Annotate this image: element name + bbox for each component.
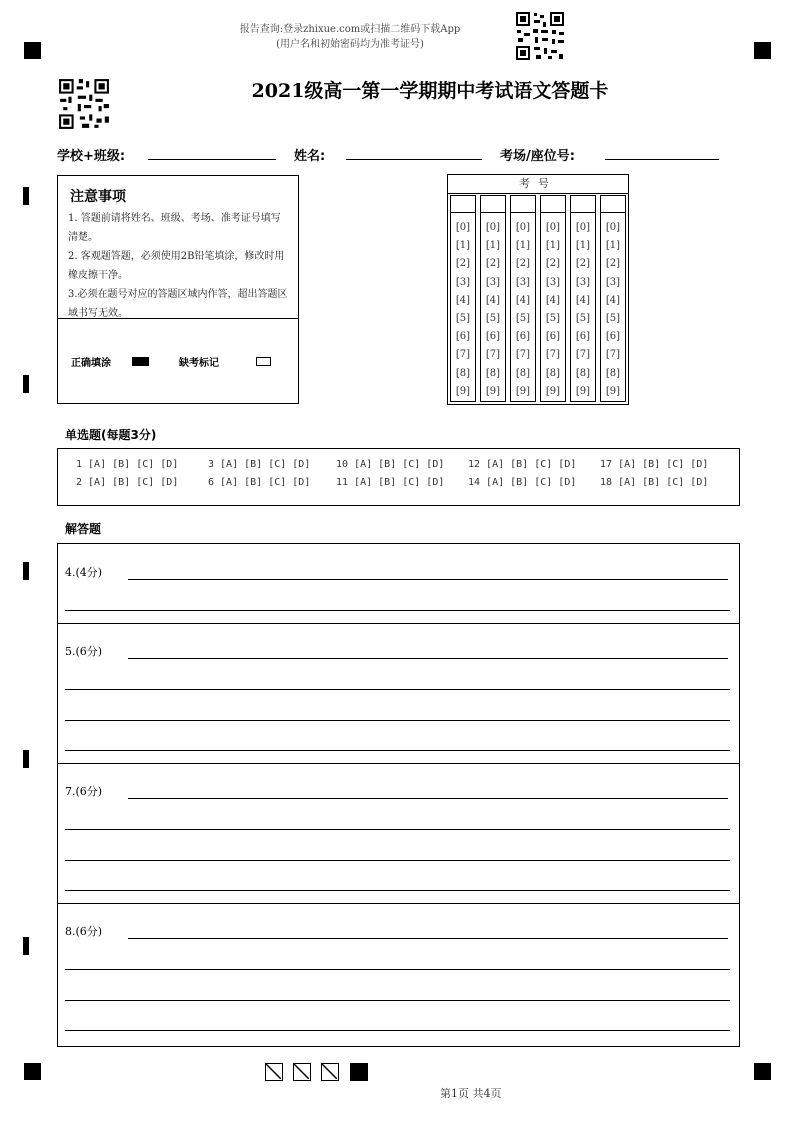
exam-digit-input[interactable] (511, 196, 535, 213)
digit-bubble[interactable]: [2] (545, 258, 561, 270)
digit-bubble[interactable]: [5] (515, 313, 531, 324)
digit-bubble[interactable]: [9] (515, 385, 531, 397)
school-class-label: 学校+班级: (57, 149, 126, 164)
exam-number-title: 考号 (448, 175, 628, 194)
digit-bubble[interactable]: [2] (515, 258, 531, 270)
notice-item: 1. 答题前请将姓名、班级、考场、准考证号填写清楚。 (68, 213, 281, 243)
page-number: 第1页 共4页 (440, 1087, 502, 1100)
timing-tick (23, 750, 29, 768)
digit-bubble[interactable]: [8] (515, 367, 531, 379)
answer-line[interactable] (128, 798, 728, 799)
answer-line[interactable] (128, 579, 728, 580)
notice-item: 3.必须在题号对应的答题区域内作答，超出答题区域书写无效。 (68, 289, 288, 319)
exam-number-column (600, 195, 626, 402)
question-block-8 (58, 903, 739, 1046)
digit-bubble[interactable]: [8] (455, 367, 471, 379)
answer-line[interactable] (65, 1000, 730, 1001)
answer-section-heading: 解答题 (65, 522, 102, 536)
digit-bubble[interactable]: [9] (485, 385, 501, 397)
digit-bubble[interactable]: [1] (605, 240, 621, 252)
question-block-5 (58, 623, 739, 764)
exam-number-column (510, 195, 536, 402)
answer-line[interactable] (128, 938, 728, 939)
answer-line[interactable] (65, 829, 730, 830)
choice-item[interactable]: 1 [A] [B] [C] [D] (76, 459, 179, 470)
digit-bubble[interactable]: [0] (575, 222, 591, 233)
digit-bubble[interactable]: [3] (605, 276, 621, 288)
digit-bubble[interactable]: [6] (545, 331, 561, 343)
exam-digit-input[interactable] (541, 196, 565, 213)
digit-bubble[interactable]: [0] (455, 222, 471, 233)
multiple-choice-heading: 单选题(每题3分) (65, 428, 157, 442)
notice-title: 注意事项 (70, 189, 126, 205)
exam-digit-input[interactable] (601, 196, 625, 213)
registration-mark-bottom-right (754, 1063, 771, 1080)
timing-tick (23, 937, 29, 955)
choice-item[interactable]: 3 [A] [B] [C] [D] (208, 459, 311, 470)
timing-tick (23, 375, 29, 393)
digit-bubble[interactable]: [1] (575, 240, 591, 252)
exam-digit-input[interactable] (451, 196, 475, 213)
page-marker-box (265, 1063, 283, 1081)
exam-number-column (450, 195, 476, 402)
digit-bubble[interactable]: [2] (455, 258, 471, 270)
digit-bubble[interactable]: [3] (455, 276, 471, 288)
digit-bubble[interactable]: [4] (575, 294, 591, 306)
page-marker-box (293, 1063, 311, 1081)
digit-bubble[interactable]: [7] (605, 349, 621, 361)
choice-item[interactable]: 18 [A] [B] [C] [D] (600, 477, 709, 488)
digit-bubble[interactable]: [6] (485, 331, 501, 343)
digit-bubble[interactable]: [5] (605, 313, 621, 324)
school-class-field[interactable] (148, 159, 276, 160)
report-query-line1: 报告查询:登录zhixue.com或扫描二维码下载App (239, 24, 461, 35)
digit-bubble[interactable]: [5] (485, 313, 501, 324)
digit-bubble[interactable]: [2] (575, 258, 591, 270)
absent-mark-label: 缺考标记 (179, 358, 219, 369)
question-label: 8.(6分) (65, 925, 103, 938)
timing-tick (23, 187, 29, 205)
digit-bubble[interactable]: [7] (545, 349, 561, 361)
digit-bubble[interactable]: [7] (455, 349, 471, 361)
seat-label: 考场/座位号: (500, 149, 575, 164)
page-title: 2021级高一第一学期期中考试语文答题卡 (251, 80, 609, 102)
digit-bubble[interactable]: [3] (575, 276, 591, 288)
digit-bubble[interactable]: [4] (545, 294, 561, 306)
digit-bubble[interactable]: [1] (515, 240, 531, 252)
seat-field[interactable] (605, 159, 719, 160)
choice-item[interactable]: 10 [A] [B] [C] [D] (336, 459, 445, 470)
digit-bubble[interactable]: [6] (605, 331, 621, 343)
page-marker-box (321, 1063, 339, 1081)
digit-bubble[interactable]: [9] (605, 385, 621, 397)
digit-bubble[interactable]: [4] (605, 294, 621, 306)
exam-number-column (540, 195, 566, 402)
name-field[interactable] (346, 159, 482, 160)
diagonal-slash-icon (322, 1064, 337, 1079)
registration-mark-bottom-left (24, 1063, 41, 1080)
digit-bubble[interactable]: [3] (485, 276, 501, 288)
correct-fill-label: 正确填涂 (71, 358, 111, 369)
correct-fill-sample (132, 357, 149, 366)
answer-line[interactable] (65, 860, 730, 861)
notice-box (57, 175, 299, 404)
digit-bubble[interactable]: [0] (485, 222, 501, 233)
registration-mark-top-right (754, 42, 771, 59)
page-marker-filled (350, 1063, 368, 1081)
digit-bubble[interactable]: [8] (545, 367, 561, 379)
question-label: 7.(6分) (65, 785, 103, 798)
digit-bubble[interactable]: [3] (545, 276, 561, 288)
timing-tick (23, 562, 29, 580)
digit-bubble[interactable]: [8] (575, 367, 591, 379)
answer-line[interactable] (65, 1030, 730, 1031)
digit-bubble[interactable]: [1] (455, 240, 471, 252)
qr-code-top (514, 10, 566, 62)
digit-bubble[interactable]: [6] (515, 331, 531, 343)
digit-bubble[interactable]: [0] (605, 222, 621, 233)
digit-bubble[interactable]: [9] (455, 385, 471, 397)
digit-bubble[interactable]: [5] (575, 313, 591, 324)
question-label: 5.(6分) (65, 645, 103, 658)
digit-bubble[interactable]: [9] (545, 385, 561, 397)
qr-code-left (57, 77, 111, 131)
digit-bubble[interactable]: [2] (605, 258, 621, 270)
answer-line[interactable] (65, 610, 730, 611)
question-label: 4.(4分) (65, 566, 103, 579)
name-label: 姓名: (294, 149, 326, 164)
digit-bubble[interactable]: [0] (545, 222, 561, 233)
question-block-4 (58, 544, 739, 624)
notice-item: 2. 客观题答题，必须使用2B铅笔填涂，修改时用橡皮擦干净。 (68, 251, 285, 281)
answer-line[interactable] (65, 750, 730, 751)
diagonal-slash-icon (266, 1064, 281, 1079)
digit-bubble[interactable]: [3] (515, 276, 531, 288)
choice-item[interactable]: 11 [A] [B] [C] [D] (336, 477, 445, 488)
exam-digit-input[interactable] (571, 196, 595, 213)
answer-line[interactable] (65, 689, 730, 690)
digit-bubble[interactable]: [1] (545, 240, 561, 252)
report-query-note (210, 22, 490, 52)
choice-item[interactable]: 6 [A] [B] [C] [D] (208, 477, 311, 488)
digit-bubble[interactable]: [4] (485, 294, 501, 306)
digit-bubble[interactable]: [4] (455, 294, 471, 306)
digit-bubble[interactable]: [5] (455, 313, 471, 324)
answer-line[interactable] (65, 969, 730, 970)
digit-bubble[interactable]: [5] (545, 313, 561, 324)
digit-bubble[interactable]: [2] (485, 258, 501, 270)
digit-bubble[interactable]: [1] (485, 240, 501, 252)
choice-item[interactable]: 14 [A] [B] [C] [D] (468, 477, 577, 488)
digit-bubble[interactable]: [6] (455, 331, 471, 343)
digit-bubble[interactable]: [7] (485, 349, 501, 361)
answer-line[interactable] (65, 890, 730, 891)
notice-list (68, 209, 290, 323)
digit-bubble[interactable]: [9] (575, 385, 591, 397)
answer-line[interactable] (65, 720, 730, 721)
registration-mark-top-left (24, 42, 41, 59)
choice-item[interactable]: 2 [A] [B] [C] [D] (76, 477, 179, 488)
digit-bubble[interactable]: [8] (605, 367, 621, 379)
report-query-line2: (用户名和初始密码均为准考证号) (276, 39, 424, 50)
digit-bubble[interactable]: [7] (575, 349, 591, 361)
digit-bubble[interactable]: [8] (485, 367, 501, 379)
digit-bubble[interactable]: [0] (515, 222, 531, 233)
exam-number-grid (447, 174, 629, 405)
digit-bubble[interactable]: [6] (575, 331, 591, 343)
digit-bubble[interactable]: [4] (515, 294, 531, 306)
multiple-choice-box (57, 448, 740, 506)
answer-area (57, 543, 740, 1047)
exam-number-column (480, 195, 506, 402)
exam-digit-input[interactable] (481, 196, 505, 213)
question-block-7 (58, 763, 739, 904)
exam-number-column (570, 195, 596, 402)
answer-line[interactable] (128, 658, 728, 659)
diagonal-slash-icon (294, 1064, 309, 1079)
choice-item[interactable]: 12 [A] [B] [C] [D] (468, 459, 577, 470)
absent-mark-checkbox[interactable] (256, 357, 271, 366)
choice-item[interactable]: 17 [A] [B] [C] [D] (600, 459, 709, 470)
digit-bubble[interactable]: [7] (515, 349, 531, 361)
notice-divider (58, 318, 298, 319)
